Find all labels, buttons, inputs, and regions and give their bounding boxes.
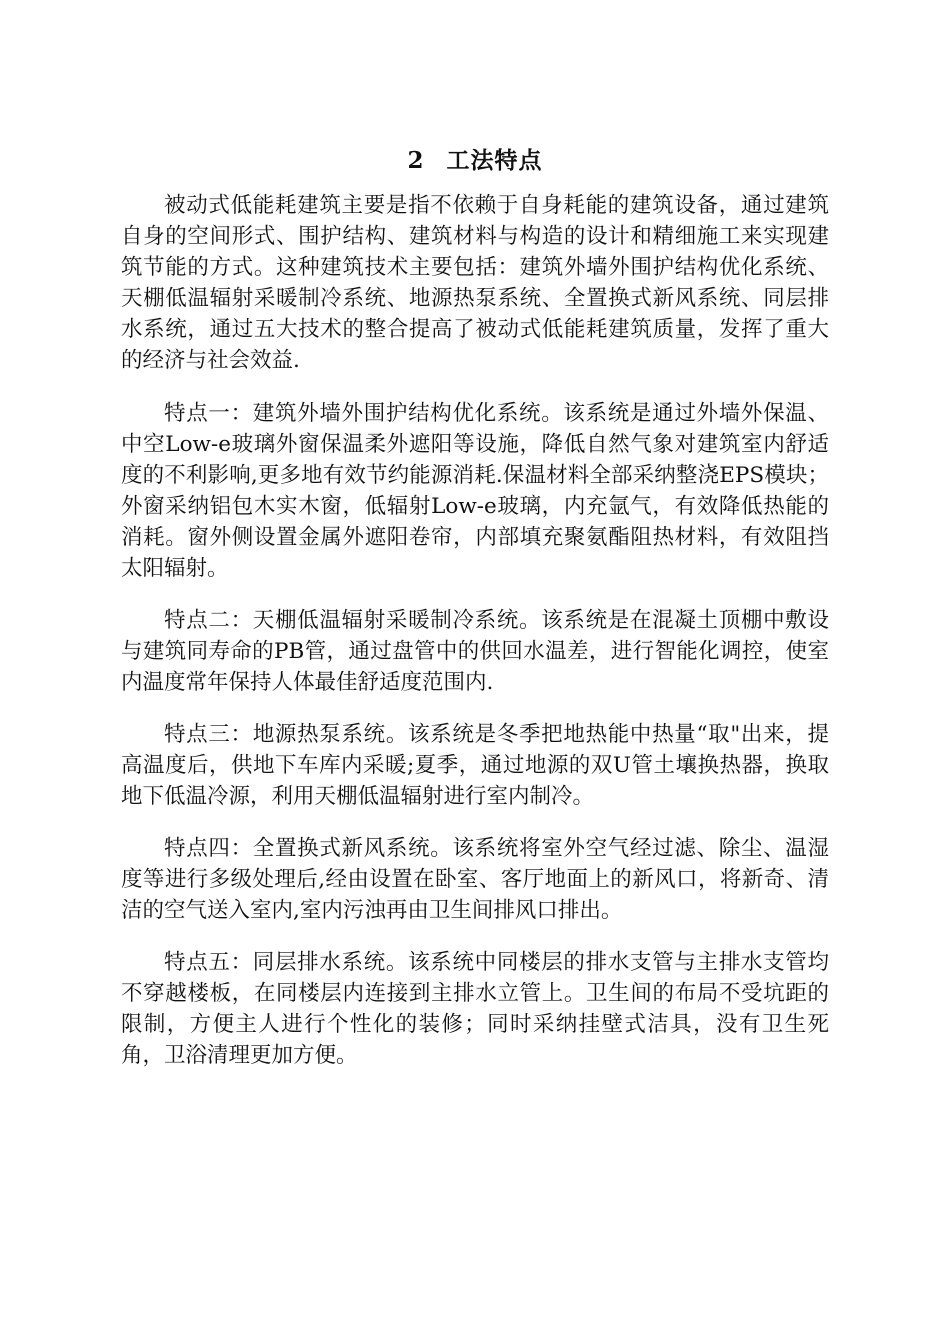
feature-two-paragraph: 特点二：天棚低温辐射采暖制冷系统。该系统是在混凝土顶棚中敷设与建筑同寿命的PB管，通过盘管中的供回水温差，进行智能化调控，使室内温度常年保持人体最佳舒适度范围内. xyxy=(121,608,829,695)
section-number: 2 xyxy=(407,147,425,174)
feature-three-paragraph: 特点三：地源热泵系统。该系统是冬季把地热能中热量“取"出来，提高温度后，供地下车库内采暖;夏季，通过地源的双U管土壤换热器，换取地下低温冷源，利用天棚低温辐射进行室内制冷。 xyxy=(121,722,829,809)
intro-paragraph: 被动式低能耗建筑主要是指不依赖于自身耗能的建筑设备，通过建筑自身的空间形式、围护结构、建筑材料与构造的设计和精细施工来实现建筑节能的方式。这种建筑技术主要包括：建筑外墙外围护结构优化系统、天棚低温辐射采暖制冷系统、地源热泵系统、全置换式新风系统、同层排水系统，通过五大技术的整合提高了被动式低能耗建筑质量，发挥了重大的经济与社会效益. xyxy=(121,193,829,373)
section-heading xyxy=(0,144,950,178)
body-text xyxy=(121,190,829,1092)
feature-one-paragraph: 特点一：建筑外墙外围护结构优化系统。该系统是通过外墙外保温、中空Low-e玻璃外窗保温柔外遮阳等设施，降低自然气象对建筑室内舒适度的不利影响,更多地有效节约能源消耗.保温材料全部采纳整浇EPS模块；外窗采纳铝包木实木窗，低辐射Low-e玻璃，内充氩气，有效降低热能的消耗。窗外侧设置金属外遮阳卷帘，内部填充聚氨酯阻热材料，有效阻挡太阳辐射。 xyxy=(121,401,829,581)
section-title: 工法特点 xyxy=(446,147,543,174)
feature-four-paragraph: 特点四：全置换式新风系统。该系统将室外空气经过滤、除尘、温湿度等进行多级处理后,经由设置在卧室、客厅地面上的新风口，将新奇、清洁的空气送入室内,室内污浊再由卫生间排风口排出。 xyxy=(121,836,829,923)
feature-five-paragraph: 特点五：同层排水系统。该系统中同楼层的排水支管与主排水支管均不穿越楼板，在同楼层内连接到主排水立管上。卫生间的布局不受坑距的限制，方便主人进行个性化的装修；同时采纳挂壁式洁具，没有卫生死角，卫浴清理更加方便。 xyxy=(121,950,829,1068)
